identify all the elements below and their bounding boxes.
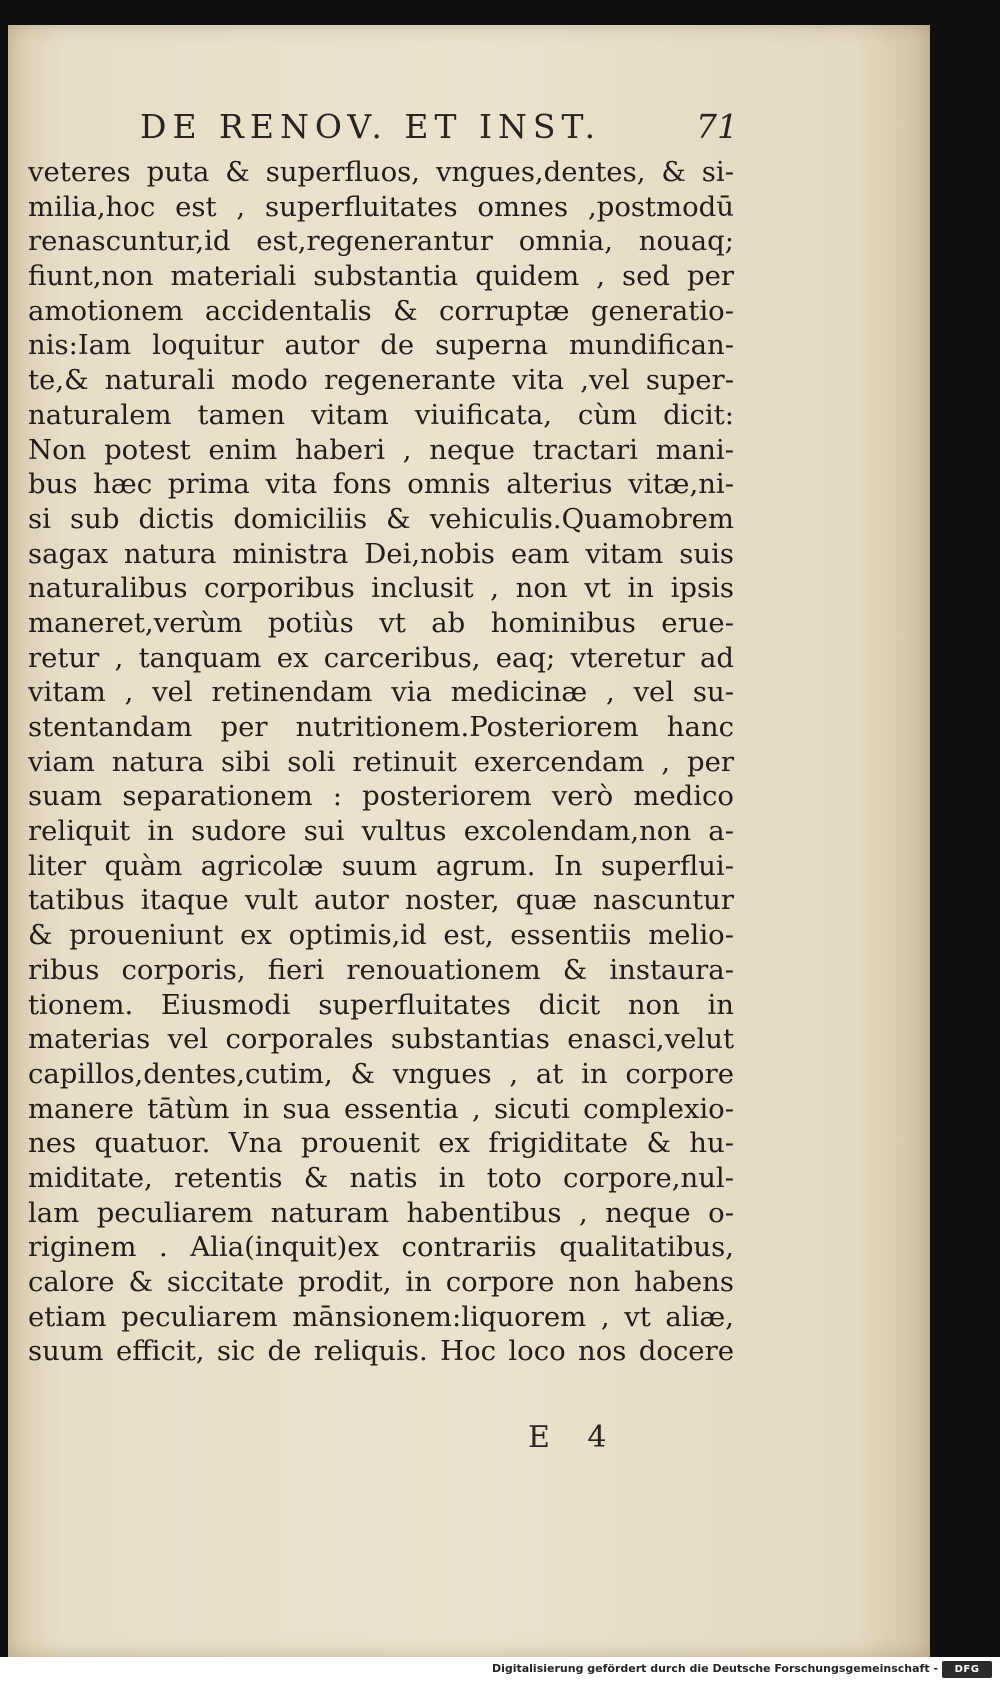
page-header <box>128 107 738 153</box>
text-line: maneret,verùm potiùs vt ab hominibus erue- <box>28 606 734 639</box>
text-line: liter quàm agricolæ suum agrum. In superflui- <box>28 849 734 882</box>
text-line: reliquit in sudore sui vultus excolendam,non a- <box>28 815 734 848</box>
text-line: suum efficit, sic de reliquis. Hoc loco nos docere <box>28 1335 734 1368</box>
text-line: materias vel corporales substantias enasci,velut <box>28 1023 734 1056</box>
text-line: sagax natura ministra Dei,nobis eam vitam suis <box>28 537 734 570</box>
running-title: DE RENOV. ET INST. <box>140 107 602 146</box>
funding-credit: Digitalisierung gefördert durch die Deutsche Forschungsgemeinschaft - <box>491 1662 938 1675</box>
text-line: capillos,dentes,cutim, & vngues , at in corpore <box>28 1057 734 1090</box>
text-line: veteres puta & superfluos, vngues,dentes, & si- <box>28 156 734 188</box>
text-line: amotionem accidentalis & corruptæ generatio- <box>28 294 734 327</box>
text-line: milia,hoc est , superfluitates omnes ,postmodū <box>28 190 734 223</box>
text-line: riginem . Alia(inquit)ex contrariis qualitatibus, <box>28 1231 734 1264</box>
text-line: fiunt,non materiali substantia quidem , sed per <box>28 260 734 293</box>
text-line: etiam peculiarem mānsionem:liquorem , vt aliæ, <box>28 1300 734 1333</box>
text-line: & proueniunt ex optimis,id est, essentiis melio- <box>28 919 734 952</box>
text-line: viam natura sibi soli retinuit exercendam , per <box>28 745 734 778</box>
signature-mark: E 4 <box>528 1420 621 1455</box>
text-line: tatibus itaque vult autor noster, quæ nascuntur <box>28 884 734 917</box>
dfg-logo <box>942 1661 992 1678</box>
text-line: nis:Iam loquitur autor de superna mundifican- <box>28 329 734 362</box>
text-line: tionem. Eiusmodi superfluitates dicit non in <box>28 988 734 1021</box>
text-line: renascuntur,id est,regenerantur omnia, nouaq; <box>28 225 734 258</box>
text-line: naturalem tamen vitam viuificata, cùm dicit: <box>28 398 734 431</box>
text-line: suam separationem : posteriorem verò medico <box>28 780 734 813</box>
text-line: miditate, retentis & natis in toto corpore,nul- <box>28 1161 734 1194</box>
text-line: si sub dictis domiciliis & vehiculis.Quamobrem <box>28 502 734 535</box>
text-line: manere tātùm in sua essentia , sicuti complexio- <box>28 1092 734 1125</box>
text-line: Non potest enim haberi , neque tractari mani- <box>28 433 734 466</box>
dfg-logo-text: DFG <box>954 1664 980 1675</box>
text-line: ribus corporis, fieri renouationem & instaura- <box>28 953 734 986</box>
page-number: 71 <box>696 107 738 146</box>
body-text <box>28 155 734 1369</box>
digitization-footer <box>0 1657 1000 1683</box>
text-line: vitam , vel retinendam via medicinæ , vel su- <box>28 676 734 709</box>
text-line: te,& naturali modo regenerante vita ,vel super- <box>28 364 734 397</box>
text-line: naturalibus corporibus inclusit , non vt in ipsis <box>28 572 734 605</box>
text-line: nes quatuor. Vna prouenit ex frigiditate & hu- <box>28 1127 734 1160</box>
text-line: stentandam per nutritionem.Posteriorem hanc <box>28 711 734 743</box>
text-line: retur , tanquam ex carceribus, eaq; vteretur ad <box>28 641 734 674</box>
book-page <box>8 25 930 1657</box>
text-line: lam peculiarem naturam habentibus , neque o- <box>28 1196 734 1229</box>
text-line: calore & siccitate prodit, in corpore non habens <box>28 1266 734 1298</box>
text-line: bus hæc prima vita fons omnis alterius vitæ,ni- <box>28 468 734 501</box>
